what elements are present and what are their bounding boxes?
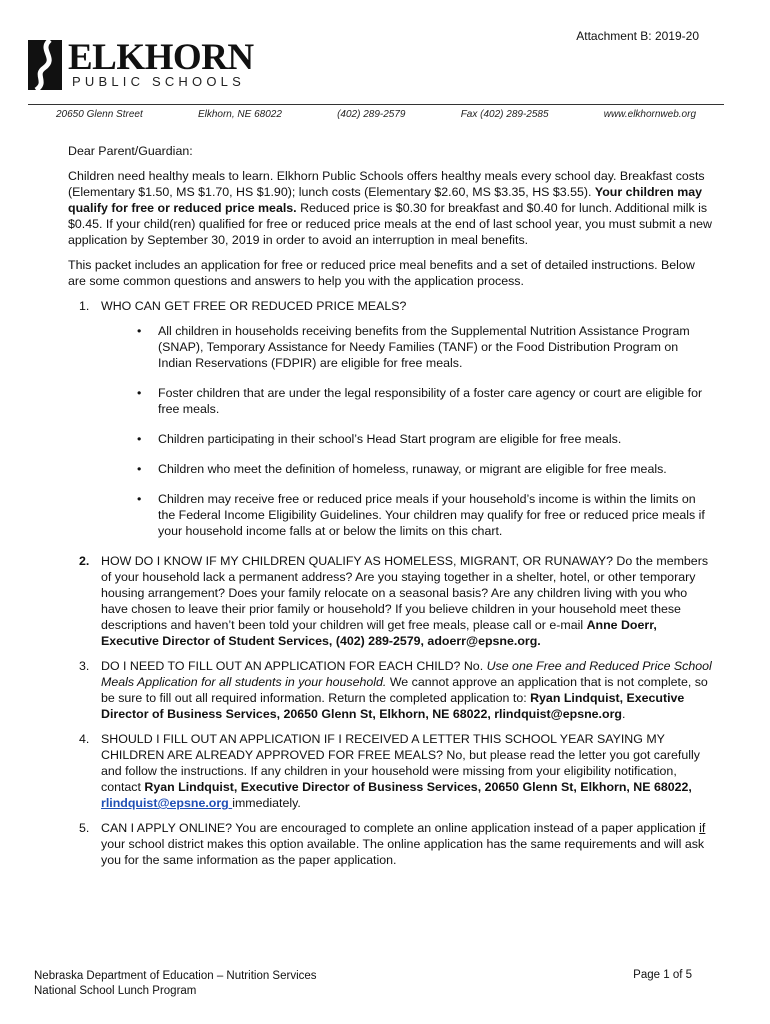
faq-text: We cannot approve an application that is not complete, so be sure to fill out all required information. Return the completed application to: <box>101 675 708 705</box>
faq-contact: Anne Doerr, Executive Director of Student Services, (402) 289-2579, adoerr@epsne.org. <box>101 618 657 648</box>
faq-list <box>68 298 714 868</box>
faq-text: DO I NEED TO FILL OUT AN APPLICATION FOR EACH CHILD? No. <box>101 659 487 673</box>
list-item: • Foster children that are under the legal responsibility of a foster care agency or court are eligible for free meals. <box>101 385 714 417</box>
list-item: • Children may receive free or reduced price meals if your household’s income is within the limits on the Federal Income Eligibility Guidelines. Your children may qualify for free or reduced price meals if your household income falls at or below the limits on this chart. <box>101 491 714 539</box>
footer-source <box>34 969 317 999</box>
faq-text: your school district makes this option available. The online application has the same requirements and will ask you for the same information as the paper application. <box>101 837 705 867</box>
faq-number: 4. <box>79 732 90 746</box>
faq-contact: Ryan Lindquist, Executive Director of Business Services, 20650 Glenn St, Elkhorn, NE 68022, rlindquist@epsne.org <box>101 691 685 721</box>
faq-item-5 <box>68 820 714 868</box>
road-logo-icon <box>28 40 68 90</box>
faq-item-2 <box>68 553 714 649</box>
faq-italic: Use one Free and Reduced Price School Meals Application for all students in your household. <box>101 659 712 689</box>
list-item: • Children who meet the definition of homeless, runaway, or migrant are eligible for free meals. <box>101 461 714 477</box>
intro-text-end: Reduced price is $0.30 for breakfast and $0.40 for lunch. Additional milk is $0.45. If your child(ren) qualified for free or reduced price meals at the end of last school year, you must submit a new application by September 30, 2019 in order to avoid an interruption in meal benefits. <box>68 201 712 247</box>
faq-text: . <box>621 707 626 721</box>
eligibility-list <box>101 323 714 539</box>
faq-item-4 <box>68 731 714 811</box>
list-item: • All children in households receiving benefits from the Supplemental Nutrition Assistance Program (SNAP), Temporary Assistance for Needy Families (TANF) or the Food Distribution Program on Indian Reservations (FDPIR) are eligible for free meals. <box>101 323 714 371</box>
attachment-label: Attachment B: 2019-20 <box>576 29 699 43</box>
faq-contact: Ryan Lindquist, Executive Director of Business Services, 20650 Glenn St, Elkhorn, NE 68022, <box>144 780 692 794</box>
page-number: Page 1 of 5 <box>633 969 692 981</box>
contact-website: www.elkhornweb.org <box>603 109 696 120</box>
logo-subtitle: PUBLIC SCHOOLS <box>72 74 245 89</box>
faq-question: WHO CAN GET FREE OR REDUCED PRICE MEALS? <box>101 299 407 313</box>
contact-bar <box>56 109 696 120</box>
faq-item-3 <box>68 658 714 722</box>
logo-name: ELKHORN <box>68 37 254 78</box>
email-link[interactable]: rlindquist@epsne.org <box>101 796 233 810</box>
footer-line: Nebraska Department of Education – Nutrition Services <box>34 970 317 982</box>
faq-number: 3. <box>79 659 90 673</box>
greeting: Dear Parent/Guardian: <box>68 144 193 158</box>
header-rule <box>28 104 724 105</box>
letter-body <box>68 143 714 877</box>
faq-number: 1. <box>79 299 90 313</box>
contact-fax: Fax (402) 289-2585 <box>460 109 549 120</box>
faq-text: CAN I APPLY ONLINE? You are encouraged to complete an online application instead of a paper application <box>101 821 700 835</box>
intro-bold: Your children may qualify for free or reduced price meals. <box>68 185 703 215</box>
footer-line: National School Lunch Program <box>34 985 197 997</box>
faq-number: 2. <box>79 554 90 568</box>
faq-text: SHOULD I FILL OUT AN APPLICATION IF I RECEIVED A LETTER THIS SCHOOL YEAR SAYING MY CHILDREN ARE ALREADY APPROVED FOR FREE MEALS? No, but please read the letter you got carefully and follow the instructions. If any children in your household were missing from your eligibility notification, contact <box>101 732 700 794</box>
contact-street: 20650 Glenn Street <box>56 109 143 120</box>
packet-paragraph: This packet includes an application for free or reduced price meal benefits and a set of detailed instructions. Below are some common questions and answers to help you with the application process. <box>68 258 695 288</box>
contact-city: Elkhorn, NE 68022 <box>197 109 282 120</box>
faq-item-1 <box>68 298 714 539</box>
faq-text: immediately. <box>232 796 301 810</box>
list-item: • Children participating in their school’s Head Start program are eligible for free meals. <box>101 431 714 447</box>
intro-text: Children need healthy meals to learn. Elkhorn Public Schools offers healthy meals every school day. Breakfast costs (Elementary $1.50, MS $1.70, HS $1.90); lunch costs (Elementary $2.60, MS $3.35, HS $3.55). <box>68 169 705 199</box>
faq-underline: if <box>699 821 706 835</box>
contact-phone: (402) 289-2579 <box>337 109 406 120</box>
intro-paragraph <box>68 168 714 248</box>
school-logo <box>28 37 268 92</box>
faq-number: 5. <box>79 821 90 835</box>
faq-text: HOW DO I KNOW IF MY CHILDREN QUALIFY AS HOMELESS, MIGRANT, OR RUNAWAY? Do the members of your household lack a permanent address? Are you staying together in a shelter, hotel, or other temporary housing arrangement? Does your family relocate on a seasonal basis? Are any children living with you who have chosen to leave their prior family or household? If you believe children in your household meet these descriptions and haven’t been told your children will get free meals, please call or e-mail <box>101 554 709 632</box>
